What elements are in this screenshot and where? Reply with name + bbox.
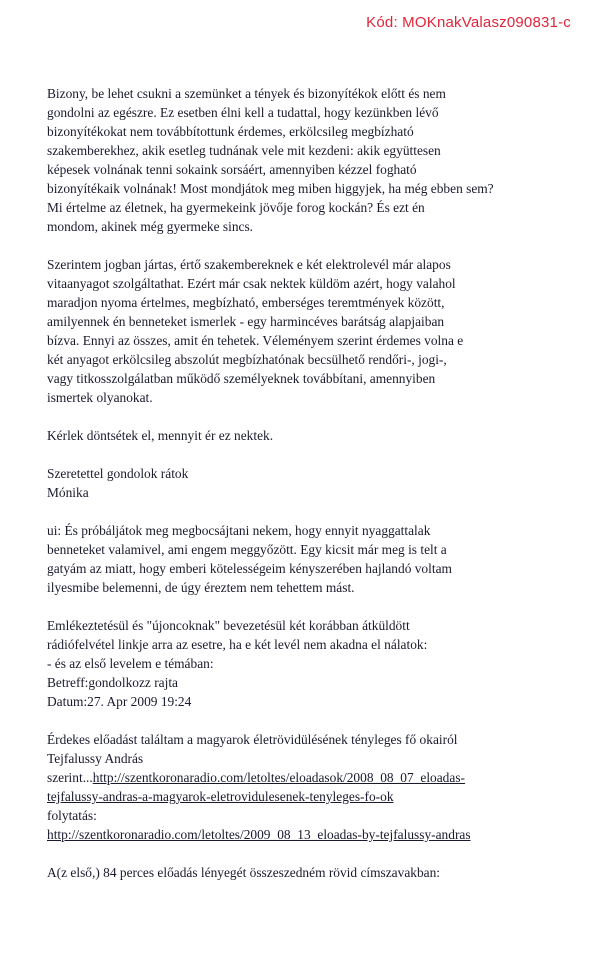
- text-line: Bizony, be lehet csukni a szemünket a tények és bizonyítékok előtt és nem: [47, 86, 446, 101]
- closing-line: Szeretettel gondolok rátok: [47, 466, 189, 481]
- paragraph-reminder: [47, 616, 587, 711]
- text-line: amilyennek én benneteket ismerlek - egy harmincéves barátság alapjaiban: [47, 314, 445, 329]
- text-line: Érdekes előadást találtam a magyarok életrövidülésének tényleges fő okairól: [47, 732, 458, 747]
- text-line: bizonyítékaik volnának! Most mondjátok meg miben higgyjek, ha még ebben sem?: [47, 181, 494, 196]
- lecture-link-2[interactable]: http://szentkoronaradio.com/letoltes/2009_08_13_eloadas-by-tejfalussy-andras: [47, 827, 471, 842]
- letter-body: [47, 84, 587, 882]
- folytatas-label: folytatás:: [47, 808, 97, 823]
- text-line: bízva. Ennyi az összes, amit én tehetek. Véleményem szerint érdemes volna e: [47, 333, 464, 348]
- text-line: mondom, akinek még gyermeke sincs.: [47, 219, 254, 234]
- text-line: Emlékeztetésül és "újoncoknak" bevezetésül két korábban átküldött: [47, 618, 410, 633]
- text-line: szakemberekhez, akik esetleg tudnának vele mit kezdeni: akik együttesen: [47, 143, 441, 158]
- signature-block: [47, 464, 587, 502]
- text-line: maradjon nyoma értelmes, megbízható, emberséges teremtmények között,: [47, 295, 445, 310]
- betreff-line: Betreff:gondolkozz rajta: [47, 675, 179, 690]
- signature-name: Mónika: [47, 485, 89, 500]
- text-line: A(z első,) 84 perces előadás lényegét összeszedném rövid címszavakban:: [47, 865, 441, 880]
- document-code-label: Kód: MOKnakValasz090831-c: [366, 14, 571, 31]
- text-line: Mi értelme az életnek, ha gyermekeink jövője forog kockán? És ezt én: [47, 200, 425, 215]
- paragraph-experts: [47, 255, 587, 407]
- link-prefix: szerint...: [47, 770, 93, 785]
- paragraph-postscript: [47, 521, 587, 597]
- paragraph-lecture: [47, 730, 587, 844]
- text-line: két anyagot erkölcsileg abszolút megbízhatónak becsülhető rendőri-, jogi-,: [47, 352, 447, 367]
- text-line: Tejfalussy András: [47, 751, 144, 766]
- text-line: bizonyítékokat nem továbbítottunk érdemes, erkölcsileg megbízható: [47, 124, 414, 139]
- text-line: ismertek olyanokat.: [47, 390, 153, 405]
- text-line: - és az első levelem e témában:: [47, 656, 214, 671]
- datum-line: Datum:27. Apr 2009 19:24: [47, 694, 192, 709]
- lecture-link-1-continued[interactable]: tejfalussy-andras-a-magyarok-eletrovidulesenek-tenyleges-fo-ok: [47, 789, 394, 804]
- text-line: vagy titkosszolgálatban működő személyeknek továbbítani, amennyiben: [47, 371, 436, 386]
- text-line: gatyám az miatt, hogy emberi kötelességeim kényszerében hajlandó voltam: [47, 561, 452, 576]
- lecture-link-1[interactable]: http://szentkoronaradio.com/letoltes/eloadasok/2008_08_07_eloadas-: [92, 770, 465, 785]
- text-line: Kérlek döntsétek el, mennyit ér ez nektek.: [47, 428, 274, 443]
- paragraph-evidence: [47, 84, 587, 236]
- text-line: vitaanyagot szolgáltathat. Ezért már csak nektek küldöm azért, hogy valahol: [47, 276, 456, 291]
- text-line: gondolni az egészre. Ez esetben élni kell a tudattal, hogy kezünkben lévő: [47, 105, 439, 120]
- paragraph-summary-intro: [47, 863, 587, 882]
- text-line: Szerintem jogban jártas, értő szakembereknek e két elektrolevél már alapos: [47, 257, 451, 272]
- text-line: ilyesmibe belemenni, de úgy éreztem nem tehettem mást.: [47, 580, 355, 595]
- paragraph-decide: [47, 426, 587, 445]
- text-line: képesek volnának tenni sokaink sorsáért, amennyiben kézzel fogható: [47, 162, 417, 177]
- text-line: [47, 825, 587, 844]
- text-line: rádiófelvétel linkje arra az esetre, ha e két levél nem akadna el nálatok:: [47, 637, 428, 652]
- text-line: [47, 787, 587, 806]
- text-line: benneteket valamivel, ami engem meggyőzött. Egy kicsit már meg is telt a: [47, 542, 447, 557]
- text-line: ui: És próbáljátok meg megbocsájtani nekem, hogy ennyit nyaggattalak: [47, 523, 431, 538]
- text-line: [47, 768, 587, 787]
